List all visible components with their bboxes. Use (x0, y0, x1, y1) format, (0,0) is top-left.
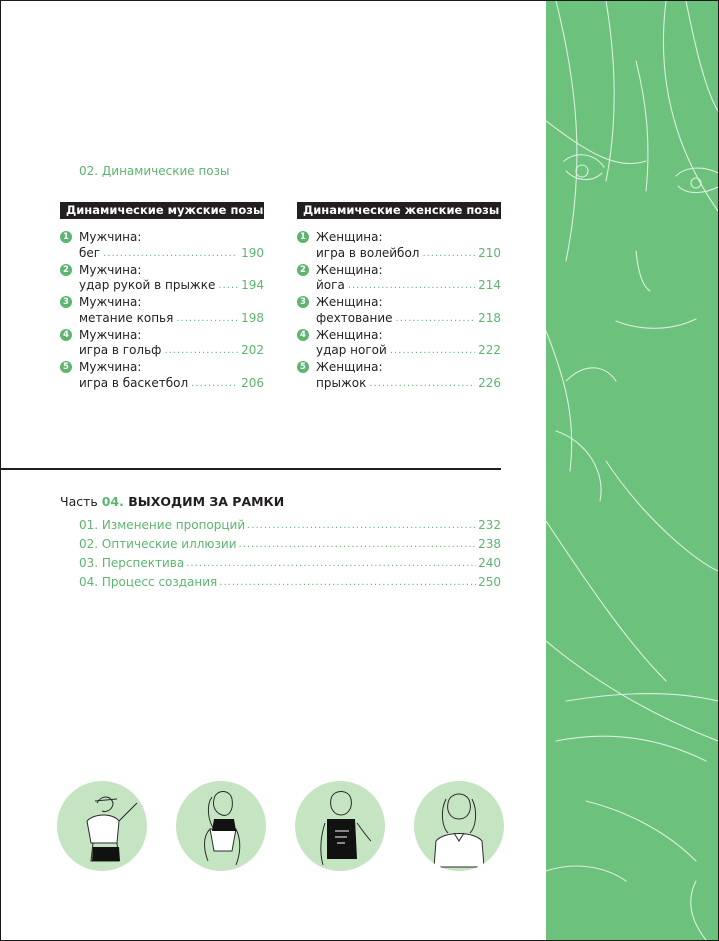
entry-line (79, 311, 264, 326)
male-poses-column (60, 199, 265, 393)
toc-entry-page-number: 238 (478, 537, 501, 551)
entry-title: метание копья (79, 310, 174, 325)
entry-number-badge: 2 (60, 264, 72, 276)
entry-title: игра в гольф (79, 343, 162, 357)
part-toc-entry[interactable] (79, 575, 501, 594)
entry-page-number: 198 (241, 310, 264, 325)
entry-number-badge: 3 (297, 296, 309, 308)
dot-leader (390, 343, 475, 358)
dot-leader (164, 343, 238, 358)
entry-page-number: 226 (478, 375, 501, 390)
female-poses-column (297, 199, 502, 393)
female-entry[interactable] (297, 230, 502, 263)
part-name: ВЫХОДИМ ЗА РАМКИ (123, 494, 285, 509)
entry-line (316, 278, 501, 293)
entry-line (79, 278, 264, 293)
dot-leader (396, 311, 476, 326)
toc-entry-title: 01. Изменение пропорций (79, 518, 246, 532)
entry-line (79, 246, 264, 261)
entry-title: игра в баскетбол (79, 375, 189, 390)
entry-line (316, 343, 501, 358)
entry-page-number: 202 (241, 343, 264, 357)
dot-leader (176, 311, 238, 326)
female-entry[interactable] (297, 295, 502, 328)
male-poses-header: Динамические мужские позы (60, 202, 264, 219)
entry-title: удар ногой (316, 343, 387, 357)
section-divider (1, 468, 501, 470)
dot-leader (239, 537, 477, 556)
male-entry[interactable] (60, 230, 265, 263)
entry-subject: Мужчина: (79, 295, 142, 309)
woman-portrait-illustration (414, 781, 504, 871)
female-poses-header: Динамические женские позы (297, 202, 501, 219)
entry-page-number: 194 (241, 278, 264, 292)
entry-line (316, 246, 501, 261)
female-poses-list (297, 230, 502, 393)
entry-subject: Женщина: (316, 360, 383, 374)
entry-line (316, 376, 501, 391)
dot-leader (219, 575, 476, 594)
entry-subject: Мужчина: (79, 230, 142, 244)
entry-title: прыжок (316, 375, 367, 390)
male-entry[interactable] (60, 263, 265, 296)
male-entry[interactable] (60, 360, 265, 393)
part-toc-entry[interactable] (79, 518, 501, 537)
section-subtitle: 02. Динамические позы (79, 164, 230, 178)
dot-leader (186, 556, 476, 575)
dot-leader (369, 376, 475, 391)
part-toc-entry[interactable] (79, 537, 501, 556)
entry-page-number: 210 (478, 245, 501, 260)
entry-subject: Мужчина: (79, 327, 142, 342)
female-entry[interactable] (297, 360, 502, 393)
dot-leader (247, 518, 476, 537)
entry-page-number: 218 (478, 310, 501, 325)
entry-line (79, 343, 264, 358)
toc-entry-title: 04. Процесс создания (79, 575, 218, 589)
toc-entry-title: 03. Перспектива (79, 556, 185, 570)
part-title (60, 494, 284, 509)
female-entry[interactable] (297, 263, 502, 296)
entry-title: бег (79, 245, 101, 260)
entry-title: удар рукой в прыжке (79, 278, 216, 292)
entry-title: йога (316, 278, 345, 292)
entry-title: фехтование (316, 310, 393, 325)
entry-page-number: 190 (241, 245, 264, 260)
woman-pose-illustration (176, 781, 266, 871)
golfer-illustration (57, 781, 147, 871)
sketch-illustration (546, 1, 718, 940)
entry-number-badge: 3 (60, 296, 72, 308)
entry-number-badge: 4 (297, 329, 309, 341)
entry-page-number: 206 (241, 375, 264, 390)
toc-entry-title: 02. Оптические иллюзии (79, 537, 237, 551)
dot-leader (218, 278, 238, 293)
part-number: 04. (101, 494, 124, 509)
part-toc-entry[interactable] (79, 556, 501, 575)
entry-line (79, 376, 264, 391)
entry-page-number: 214 (478, 278, 501, 292)
entry-number-badge: 5 (60, 361, 72, 373)
male-entry[interactable] (60, 328, 265, 361)
entry-number-badge: 5 (297, 361, 309, 373)
toc-entry-page-number: 232 (478, 518, 501, 532)
entry-page-number: 222 (478, 343, 501, 357)
man-tshirt-illustration (295, 781, 385, 871)
entry-number-badge: 1 (297, 231, 309, 243)
entry-subject: Мужчина: (79, 360, 142, 374)
part-prefix: Часть (60, 494, 102, 509)
entry-subject: Женщина: (316, 327, 383, 342)
male-poses-list (60, 230, 265, 393)
female-entry[interactable] (297, 328, 502, 361)
entry-number-badge: 4 (60, 329, 72, 341)
entry-subject: Женщина: (316, 230, 383, 244)
entry-title: игра в волейбол (316, 245, 420, 260)
toc-entry-page-number: 240 (478, 556, 501, 570)
entry-subject: Женщина: (316, 262, 383, 277)
toc-entry-page-number: 250 (478, 575, 501, 589)
dot-leader (348, 278, 475, 293)
entry-number-badge: 1 (60, 231, 72, 243)
male-entry[interactable] (60, 295, 265, 328)
entry-number-badge: 2 (297, 264, 309, 276)
part-toc-list (79, 518, 501, 594)
entry-line (316, 311, 501, 326)
dot-leader (422, 246, 475, 261)
entry-subject: Мужчина: (79, 262, 142, 277)
dot-leader (191, 376, 238, 391)
entry-subject: Женщина: (316, 295, 383, 309)
side-illustration-panel (546, 1, 718, 940)
dot-leader (103, 246, 238, 261)
